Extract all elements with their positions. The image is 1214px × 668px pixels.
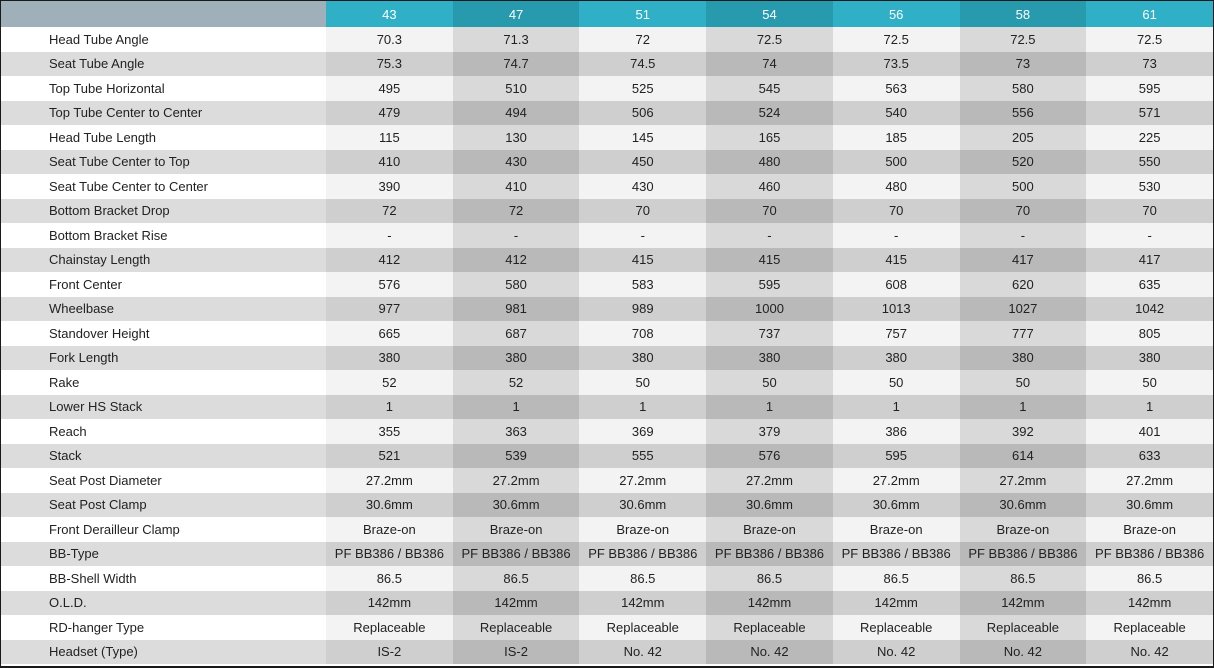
table-cell: 571 [1086, 101, 1213, 126]
table-row [1, 223, 1213, 248]
table-cell: - [960, 223, 1087, 248]
table-cell: 142mm [453, 591, 580, 616]
table-cell: 70 [579, 199, 706, 224]
table-cell: 550 [1086, 150, 1213, 175]
table-row [1, 395, 1213, 420]
table-cell: 74.5 [579, 52, 706, 77]
row-label: Wheelbase [1, 297, 326, 322]
table-cell: - [1086, 223, 1213, 248]
table-cell: 415 [833, 248, 960, 273]
row-label: Fork Length [1, 346, 326, 371]
table-cell: IS-2 [326, 640, 453, 665]
table-cell: 130 [453, 125, 580, 150]
table-cell: 50 [706, 370, 833, 395]
table-cell: PF BB386 / BB386 [1086, 542, 1213, 567]
table-cell: - [833, 223, 960, 248]
table-cell: 580 [960, 76, 1087, 101]
table-cell: Replaceable [1086, 615, 1213, 640]
table-cell: 30.6mm [453, 493, 580, 518]
table-cell: 777 [960, 321, 1087, 346]
table-cell: 520 [960, 150, 1087, 175]
table-cell: 1027 [960, 297, 1087, 322]
table-cell: 510 [453, 76, 580, 101]
table-cell: 70 [833, 199, 960, 224]
table-cell: 50 [1086, 370, 1213, 395]
table-cell: Braze-on [833, 517, 960, 542]
row-label: RD-hanger Type [1, 615, 326, 640]
table-cell: 977 [326, 297, 453, 322]
table-row [1, 591, 1213, 616]
table-cell: 71.3 [453, 27, 580, 52]
table-cell: No. 42 [960, 640, 1087, 665]
table-cell: 757 [833, 321, 960, 346]
table-cell: 737 [706, 321, 833, 346]
row-label: Front Derailleur Clamp [1, 517, 326, 542]
table-row [1, 444, 1213, 469]
table-cell: 430 [453, 150, 580, 175]
table-cell: 687 [453, 321, 580, 346]
table-cell: 380 [1086, 346, 1213, 371]
table-cell: 75.3 [326, 52, 453, 77]
table-cell: 521 [326, 444, 453, 469]
row-label: Bottom Bracket Rise [1, 223, 326, 248]
table-cell: 145 [579, 125, 706, 150]
row-label: Bottom Bracket Drop [1, 199, 326, 224]
row-label: Top Tube Horizontal [1, 76, 326, 101]
table-cell: 1 [960, 395, 1087, 420]
table-cell: 583 [579, 272, 706, 297]
table-cell: 1 [579, 395, 706, 420]
table-cell: 52 [453, 370, 580, 395]
table-cell: 563 [833, 76, 960, 101]
row-label: Rake [1, 370, 326, 395]
table-row [1, 419, 1213, 444]
table-cell: 635 [1086, 272, 1213, 297]
table-cell: No. 42 [706, 640, 833, 665]
table-cell: 142mm [326, 591, 453, 616]
row-label: Stack [1, 444, 326, 469]
table-cell: 386 [833, 419, 960, 444]
table-cell: 30.6mm [579, 493, 706, 518]
table-cell: 1 [326, 395, 453, 420]
table-cell: 479 [326, 101, 453, 126]
table-cell: 86.5 [706, 566, 833, 591]
table-cell: 380 [579, 346, 706, 371]
table-cell: 556 [960, 101, 1087, 126]
table-cell: 30.6mm [706, 493, 833, 518]
table-row [1, 101, 1213, 126]
table-cell: 142mm [833, 591, 960, 616]
table-row [1, 493, 1213, 518]
table-cell: 1000 [706, 297, 833, 322]
table-row [1, 370, 1213, 395]
geometry-table-container [1, 1, 1213, 666]
table-cell: 417 [960, 248, 1087, 273]
table-row [1, 321, 1213, 346]
table-cell: PF BB386 / BB386 [833, 542, 960, 567]
table-cell: 369 [579, 419, 706, 444]
table-cell: 495 [326, 76, 453, 101]
row-label: Seat Tube Center to Center [1, 174, 326, 199]
table-cell: Replaceable [579, 615, 706, 640]
row-label: Standover Height [1, 321, 326, 346]
table-cell: 500 [833, 150, 960, 175]
table-row [1, 125, 1213, 150]
row-label: Headset (Type) [1, 640, 326, 665]
row-label: Chainstay Length [1, 248, 326, 273]
row-label: Head Tube Length [1, 125, 326, 150]
table-cell: 460 [706, 174, 833, 199]
table-cell: 380 [833, 346, 960, 371]
table-cell: 1 [1086, 395, 1213, 420]
column-header-size: 61 [1086, 1, 1213, 27]
table-cell: PF BB386 / BB386 [453, 542, 580, 567]
table-cell: 392 [960, 419, 1087, 444]
row-label: Top Tube Center to Center [1, 101, 326, 126]
table-row [1, 468, 1213, 493]
table-row [1, 150, 1213, 175]
table-row [1, 76, 1213, 101]
table-cell: 500 [960, 174, 1087, 199]
table-cell: 70 [960, 199, 1087, 224]
table-cell: 86.5 [579, 566, 706, 591]
column-header-size: 54 [706, 1, 833, 27]
table-cell: 72 [453, 199, 580, 224]
table-cell: 524 [706, 101, 833, 126]
table-cell: 380 [960, 346, 1087, 371]
table-row [1, 640, 1213, 665]
geometry-table [1, 1, 1213, 664]
table-cell: 52 [326, 370, 453, 395]
table-cell: 74 [706, 52, 833, 77]
table-cell: 225 [1086, 125, 1213, 150]
table-cell: 555 [579, 444, 706, 469]
table-row [1, 199, 1213, 224]
table-cell: 506 [579, 101, 706, 126]
table-cell: 410 [453, 174, 580, 199]
table-cell: 86.5 [960, 566, 1087, 591]
table-cell: 72.5 [960, 27, 1087, 52]
table-cell: 665 [326, 321, 453, 346]
table-cell: 74.7 [453, 52, 580, 77]
table-cell: Braze-on [706, 517, 833, 542]
table-cell: 412 [326, 248, 453, 273]
table-cell: Replaceable [960, 615, 1087, 640]
table-cell: Braze-on [960, 517, 1087, 542]
table-cell: 355 [326, 419, 453, 444]
table-row [1, 297, 1213, 322]
table-cell: 27.2mm [326, 468, 453, 493]
table-cell: 30.6mm [960, 493, 1087, 518]
table-cell: 530 [1086, 174, 1213, 199]
row-label: Lower HS Stack [1, 395, 326, 420]
table-cell: PF BB386 / BB386 [960, 542, 1087, 567]
table-cell: 72.5 [1086, 27, 1213, 52]
column-header-size: 47 [453, 1, 580, 27]
table-cell: Replaceable [453, 615, 580, 640]
table-cell: 805 [1086, 321, 1213, 346]
table-cell: PF BB386 / BB386 [326, 542, 453, 567]
table-cell: Braze-on [326, 517, 453, 542]
row-label: Seat Post Diameter [1, 468, 326, 493]
table-cell: 539 [453, 444, 580, 469]
table-cell: 380 [453, 346, 580, 371]
table-cell: 540 [833, 101, 960, 126]
row-label: Front Center [1, 272, 326, 297]
table-cell: 142mm [706, 591, 833, 616]
table-cell: 494 [453, 101, 580, 126]
row-label: Seat Tube Center to Top [1, 150, 326, 175]
table-cell: 417 [1086, 248, 1213, 273]
table-cell: 72.5 [833, 27, 960, 52]
table-cell: 363 [453, 419, 580, 444]
table-row [1, 566, 1213, 591]
table-cell: 165 [706, 125, 833, 150]
row-label: Seat Tube Angle [1, 52, 326, 77]
row-label: Head Tube Angle [1, 27, 326, 52]
table-cell: 415 [706, 248, 833, 273]
table-cell: 633 [1086, 444, 1213, 469]
table-cell: 142mm [579, 591, 706, 616]
table-row [1, 272, 1213, 297]
table-cell: PF BB386 / BB386 [706, 542, 833, 567]
table-cell: 86.5 [326, 566, 453, 591]
table-body [1, 27, 1213, 664]
header-corner [1, 1, 326, 27]
table-cell: 72.5 [706, 27, 833, 52]
table-cell: 1 [706, 395, 833, 420]
table-cell: 576 [326, 272, 453, 297]
table-row [1, 52, 1213, 77]
table-cell: 30.6mm [1086, 493, 1213, 518]
table-cell: 430 [579, 174, 706, 199]
table-cell: 27.2mm [453, 468, 580, 493]
table-row [1, 542, 1213, 567]
table-cell: - [453, 223, 580, 248]
column-header-size: 56 [833, 1, 960, 27]
table-row [1, 615, 1213, 640]
table-cell: 27.2mm [579, 468, 706, 493]
table-cell: 1 [833, 395, 960, 420]
row-label: Seat Post Clamp [1, 493, 326, 518]
table-row [1, 27, 1213, 52]
table-row [1, 517, 1213, 542]
table-cell: 379 [706, 419, 833, 444]
table-cell: 72 [579, 27, 706, 52]
table-cell: 73.5 [833, 52, 960, 77]
table-cell: 27.2mm [1086, 468, 1213, 493]
table-cell: 380 [706, 346, 833, 371]
column-header-size: 51 [579, 1, 706, 27]
table-cell: Braze-on [579, 517, 706, 542]
table-cell: 142mm [1086, 591, 1213, 616]
table-cell: 185 [833, 125, 960, 150]
table-cell: 50 [960, 370, 1087, 395]
table-cell: 480 [706, 150, 833, 175]
table-cell: 620 [960, 272, 1087, 297]
table-cell: 27.2mm [960, 468, 1087, 493]
table-cell: Replaceable [706, 615, 833, 640]
table-cell: Replaceable [833, 615, 960, 640]
table-cell: 390 [326, 174, 453, 199]
table-cell: 115 [326, 125, 453, 150]
table-cell: 70.3 [326, 27, 453, 52]
table-cell: 981 [453, 297, 580, 322]
table-row [1, 174, 1213, 199]
table-cell: 989 [579, 297, 706, 322]
table-cell: 205 [960, 125, 1087, 150]
row-label: BB-Shell Width [1, 566, 326, 591]
table-cell: 70 [1086, 199, 1213, 224]
table-cell: - [326, 223, 453, 248]
table-cell: 73 [960, 52, 1087, 77]
table-cell: 142mm [960, 591, 1087, 616]
table-cell: - [579, 223, 706, 248]
table-cell: 1013 [833, 297, 960, 322]
column-header-size: 58 [960, 1, 1087, 27]
row-label: O.L.D. [1, 591, 326, 616]
row-label: BB-Type [1, 542, 326, 567]
table-row [1, 248, 1213, 273]
table-cell: 50 [833, 370, 960, 395]
table-cell: No. 42 [579, 640, 706, 665]
table-cell: 608 [833, 272, 960, 297]
table-cell: 708 [579, 321, 706, 346]
table-cell: 30.6mm [833, 493, 960, 518]
table-cell: 86.5 [1086, 566, 1213, 591]
table-cell: 27.2mm [706, 468, 833, 493]
table-cell: 480 [833, 174, 960, 199]
table-cell: 580 [453, 272, 580, 297]
table-cell: 595 [706, 272, 833, 297]
table-cell: 412 [453, 248, 580, 273]
table-cell: 1 [453, 395, 580, 420]
table-cell: 30.6mm [326, 493, 453, 518]
row-label: Reach [1, 419, 326, 444]
table-cell: - [706, 223, 833, 248]
table-cell: 614 [960, 444, 1087, 469]
table-cell: No. 42 [833, 640, 960, 665]
column-header-size: 43 [326, 1, 453, 27]
table-cell: 1042 [1086, 297, 1213, 322]
table-cell: 73 [1086, 52, 1213, 77]
table-cell: 415 [579, 248, 706, 273]
table-cell: PF BB386 / BB386 [579, 542, 706, 567]
table-cell: 595 [833, 444, 960, 469]
table-cell: 401 [1086, 419, 1213, 444]
table-cell: 595 [1086, 76, 1213, 101]
table-cell: 86.5 [833, 566, 960, 591]
table-cell: 525 [579, 76, 706, 101]
header-row [1, 1, 1213, 27]
table-cell: No. 42 [1086, 640, 1213, 665]
table-cell: IS-2 [453, 640, 580, 665]
table-cell: 410 [326, 150, 453, 175]
table-cell: 576 [706, 444, 833, 469]
table-cell: 450 [579, 150, 706, 175]
table-cell: 27.2mm [833, 468, 960, 493]
table-cell: 545 [706, 76, 833, 101]
table-cell: 50 [579, 370, 706, 395]
table-row [1, 346, 1213, 371]
table-cell: Braze-on [453, 517, 580, 542]
table-cell: 86.5 [453, 566, 580, 591]
table-cell: 380 [326, 346, 453, 371]
table-cell: Replaceable [326, 615, 453, 640]
table-cell: 70 [706, 199, 833, 224]
table-cell: Braze-on [1086, 517, 1213, 542]
table-cell: 72 [326, 199, 453, 224]
